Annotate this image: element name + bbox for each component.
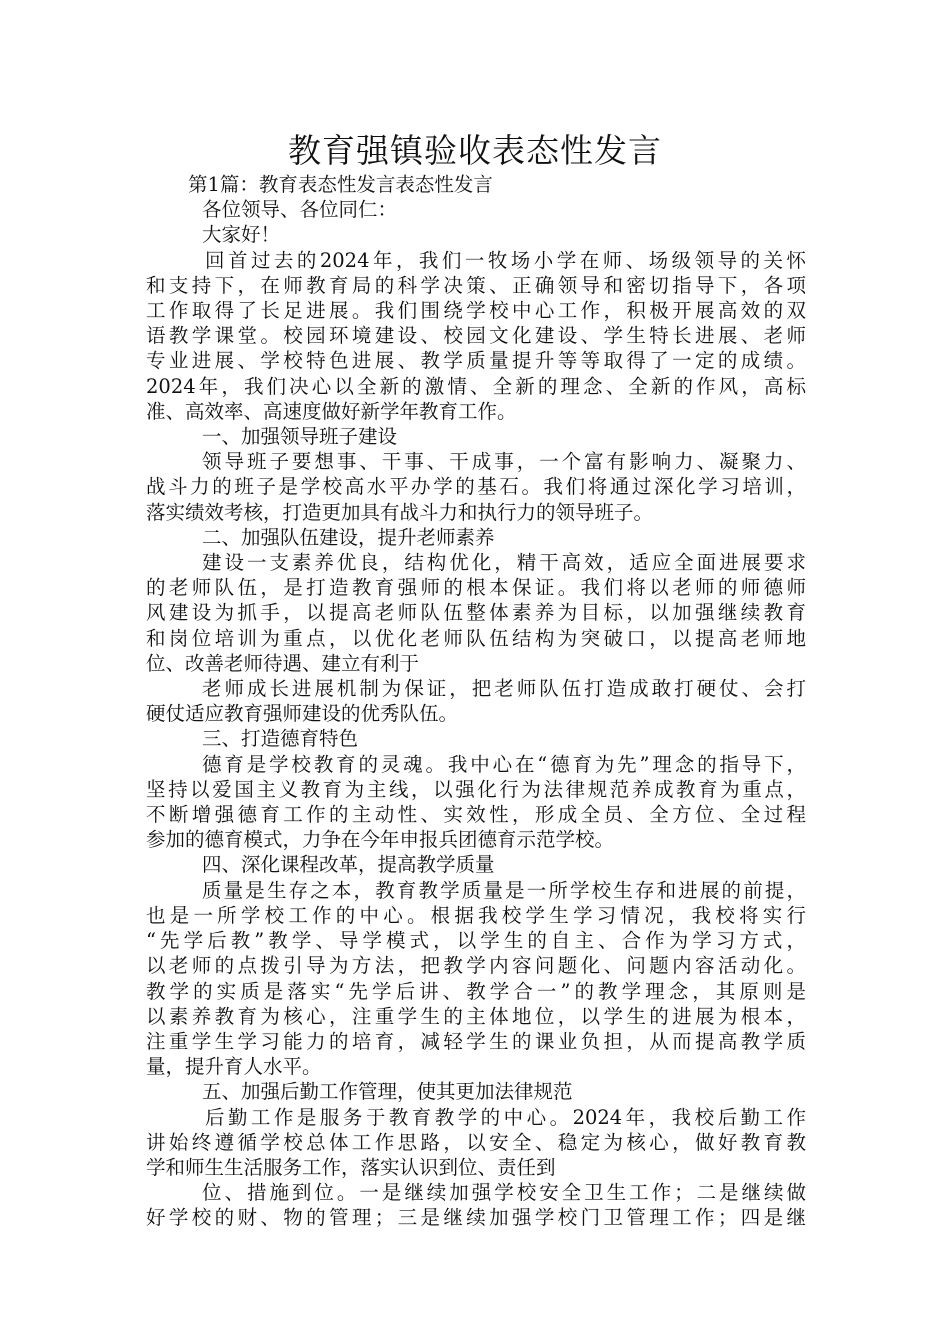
paragraph-line: 后勤工作是服务于教育教学的中心。2024年，我校后勤工作	[205, 1105, 806, 1129]
salutation: 各位领导、各位同仁：	[202, 198, 398, 222]
paragraph-line: 位、改善老师待遇、建立有利于	[146, 651, 420, 675]
section-heading: 第1篇：教育表态性发言表态性发言	[188, 173, 493, 196]
subheading: 五、加强后勤工作管理，使其更加法律规范	[202, 1080, 573, 1104]
paragraph-line: 工作取得了长足进展。我们围绕学校中心工作，积极开展高效的双	[146, 299, 806, 323]
greeting: 大家好！	[202, 223, 281, 247]
paragraph-line: 位、措施到位。一是继续加强学校安全卫生工作；二是继续做	[202, 1181, 806, 1205]
paragraph-line: 量，提升育人水平。	[146, 1055, 322, 1079]
paragraph-line: 回首过去的2024年，我们一牧场小学在师、场级领导的关怀	[205, 248, 806, 272]
paragraph-line: 语教学课堂。校园环境建设、校园文化建设、学生特长进展、老师	[146, 324, 806, 348]
document-body	[146, 172, 806, 1231]
paragraph-line: 讲始终遵循学校总体工作思路，以安全、稳定为核心，做好教育教	[146, 1130, 806, 1154]
paragraph-line: 专业进展、学校特色进展、教学质量提升等等取得了一定的成绩。	[146, 349, 806, 373]
subheading: 二、加强队伍建设，提升老师素养	[202, 525, 495, 549]
paragraph-line: 战斗力的班子是学校高水平办学的基石。我们将通过深化学习培训，	[146, 475, 806, 499]
paragraph-line: 准、高效率、高速度做好新学年教育工作。	[146, 399, 517, 423]
subheading: 四、深化课程改革，提高教学质量	[202, 853, 495, 877]
subheading: 一、加强领导班子建设	[202, 425, 398, 449]
paragraph-line: 不断增强德育工作的主动性、实效性，形成全员、全方位、全过程	[146, 803, 806, 827]
paragraph-line: 教学的实质是落实“先学后讲、教学合一”的教学理念，其原则是	[146, 979, 806, 1003]
paragraph-line: “先学后教”教学、导学模式，以学生的自主、合作为学习方式，	[146, 929, 806, 953]
paragraph-line: 参加的德育模式，力争在今年申报兵团德育示范学校。	[146, 828, 615, 852]
paragraph-line: 领导班子要想事、干事、干成事，一个富有影响力、凝聚力、	[202, 450, 806, 474]
paragraph-line: 和岗位培训为重点，以优化老师队伍结构为突破口，以提高老师地	[146, 626, 806, 650]
paragraph-line: 的老师队伍，是打造教育强师的根本保证。我们将以老师的师德师	[146, 576, 806, 600]
paragraph-line: 以素养教育为核心，注重学生的主体地位，以学生的进展为根本，	[146, 1004, 806, 1028]
document-title: 教育强镇验收表态性发言	[288, 131, 662, 170]
paragraph-line: 质量是生存之本，教育教学质量是一所学校生存和进展的前提，	[202, 878, 806, 902]
paragraph-line: 老师成长进展机制为保证，把老师队伍打造成敢打硬仗、会打	[202, 677, 806, 701]
paragraph-line: 风建设为抓手，以提高老师队伍整体素养为目标，以加强继续教育	[146, 601, 806, 625]
paragraph-line: 也是一所学校工作的中心。根据我校学生学习情况，我校将实行	[146, 903, 806, 927]
paragraph-line: 以老师的点拨引导为方法，把教学内容问题化、问题内容活动化。	[146, 954, 806, 978]
paragraph-line: 和支持下，在师教育局的科学决策、正确领导和密切指导下，各项	[146, 273, 806, 297]
paragraph-line: 落实绩效考核，打造更加具有战斗力和执行力的领导班子。	[146, 500, 654, 524]
paragraph-line: 硬仗适应教育强师建设的优秀队伍。	[146, 702, 459, 726]
paragraph-line: 好学校的财、物的管理；三是继续加强学校门卫管理工作；四是继	[146, 1206, 806, 1230]
paragraph-line: 德育是学校教育的灵魂。我中心在“德育为先”理念的指导下，	[202, 752, 806, 776]
paragraph-line: 坚持以爱国主义教育为主线，以强化行为法律规范养成教育为重点，	[146, 777, 806, 801]
subheading: 三、打造德育特色	[202, 727, 359, 751]
paragraph-line: 建设一支素养优良，结构优化，精干高效，适应全面进展要求	[202, 551, 806, 575]
paragraph-line: 2024年，我们决心以全新的激情、全新的理念、全新的作风，高标	[146, 374, 806, 398]
paragraph-line: 学和师生生活服务工作，落实认识到位、责任到	[146, 1155, 556, 1179]
paragraph-line: 注重学生学习能力的培育，减轻学生的课业负担，从而提高教学质	[146, 1029, 806, 1053]
